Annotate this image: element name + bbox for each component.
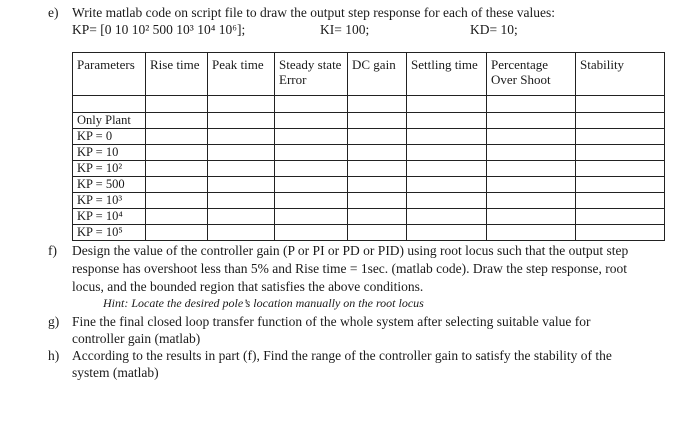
question-f-line3: locus, and the bounded region that satisfies the above conditions. <box>72 279 424 294</box>
table-row <box>73 193 665 209</box>
table-row <box>73 161 665 177</box>
header-parameters: Parameters <box>73 53 146 96</box>
row-label: KP = 500 <box>73 177 146 193</box>
row-label: Only Plant <box>73 113 146 129</box>
table-spacer-row <box>73 96 665 113</box>
question-e-text: Write matlab code on script file to draw the output step response for each of these values: <box>72 5 556 20</box>
question-f-hint: Hint: Locate the desired pole’s location manually on the root locus <box>103 296 424 310</box>
table-row <box>73 129 665 145</box>
header-percentage-overshoot: Percentage Over Shoot <box>487 53 576 96</box>
question-f-line2: response has overshoot less than 5% and Rise time = 1sec. (matlab code). Draw the step response, root <box>72 261 627 276</box>
header-rise-time: Rise time <box>146 53 208 96</box>
row-label: KP = 10⁵ <box>73 225 146 241</box>
question-f-label: f) <box>48 243 57 258</box>
question-h-line1: According to the results in part (f), Find the range of the controller gain to satisfy the stability of the <box>72 348 612 363</box>
question-g-line1: Fine the final closed loop transfer function of the whole system after selecting suitable value for <box>72 314 591 329</box>
question-g-line2: controller gain (matlab) <box>72 331 201 346</box>
row-label: KP = 10 <box>73 145 146 161</box>
header-settling-time: Settling time <box>407 53 487 96</box>
question-h-line2: system (matlab) <box>72 365 159 380</box>
row-label: KP = 10³ <box>73 193 146 209</box>
question-h-label: h) <box>48 348 60 363</box>
parameters-table <box>72 52 665 241</box>
kd-value: KD= 10; <box>470 22 518 37</box>
header-stability: Stability <box>576 53 665 96</box>
table-header-row <box>73 53 665 96</box>
header-peak-time: Peak time <box>208 53 275 96</box>
table-row <box>73 209 665 225</box>
table-row <box>73 225 665 241</box>
row-label: KP = 10⁴ <box>73 209 146 225</box>
table-row <box>73 145 665 161</box>
ki-value: KI= 100; <box>320 22 370 37</box>
header-dc-gain: DC gain <box>348 53 407 96</box>
row-label: KP = 0 <box>73 129 146 145</box>
question-f-line1: Design the value of the controller gain (P or PI or PD or PID) using root locus such that the output step <box>72 243 629 258</box>
kp-values: KP= [0 10 10² 500 10³ 10⁴ 10⁶]; <box>72 22 246 37</box>
question-e-label: e) <box>48 5 59 20</box>
table-row <box>73 177 665 193</box>
table-row <box>73 113 665 129</box>
header-steady-state-error: Steady state Error <box>275 53 348 96</box>
row-label: KP = 10² <box>73 161 146 177</box>
question-g-label: g) <box>48 314 60 329</box>
